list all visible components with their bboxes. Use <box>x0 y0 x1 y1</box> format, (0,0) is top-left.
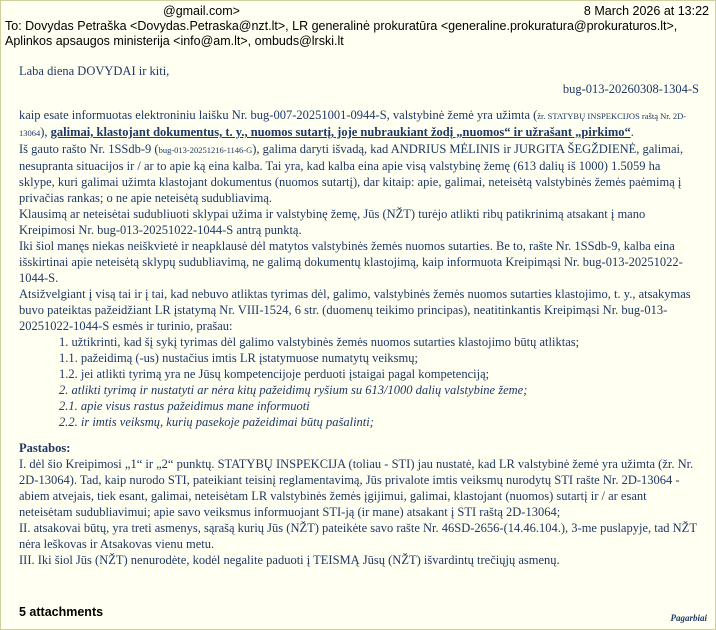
list-item: 2.2. ir imtis veiksmų, kurių pasekoje pažeidimai būtų pašalinti; <box>59 415 374 429</box>
list-item: 1.1. pažeidimą (-us) nustačius imtis LR įstatymuose numatytų veiksmų; <box>59 351 418 365</box>
p1-text-b: ), <box>40 125 51 139</box>
note-2: II. atsakovai būtų, yra treti asmenys, sąrašą kurių Jūs (NŽT) pateikėte savo rašte Nr. 46SD-2656-(14.46.104.), 3-me puslapyje, tad NŽT nėra leškovas ir Atsakovas vienu metu. <box>19 521 697 551</box>
list-item: 1. užtikrinti, kad šį sykį tyrimas dėl galimo valstybinės žemės nuomos sutarties klastojimo būtų atliktas; <box>59 335 580 349</box>
p1-text-c: . <box>630 125 634 139</box>
paragraph-1 <box>19 107 699 141</box>
p1-small-ref: žr. STATYBŲ INSPEKCIJOS raštą Nr. 2D-13064 <box>19 111 687 138</box>
sender-address: @gmail.com> <box>163 4 240 18</box>
list-item: 2. atlikti tyrimą ir nustatyti ar nėra kitų pažeidimų ryšium su 613/1000 dalių valstybine žeme; <box>59 383 528 397</box>
notes-title-text: Pastabos <box>19 441 67 455</box>
p1-text-a: kaip esate informuotas elektroniniu laišku Nr. bug-007-20251001-0944-S, valstybinė žemė yra užimta ( <box>19 108 538 122</box>
email-header <box>5 4 711 49</box>
recipients-line-1[interactable]: To: Dovydas Petraška <Dovydas.Petraska@nzt.lt>, LR generalinė prokuratūra <generaline.prokuratura@prokuraturos.lt>, <box>5 19 678 33</box>
paragraph-3: Klausimą ar neteisėtai sudubliuoti sklypai užima ir valstybinę žemę, Jūs (NŽT) turėjo atlikti ribų patikrinimą atsakant į mano Kreipimosi Nr. bug-013-20251022-1044-S antrą punktą. <box>19 207 646 237</box>
paragraph-4: Iki šiol manęs niekas neiškvietė ir neapklausė dėl matytos valstybinės žemės nuomos sutarties. Be to, rašte Nr. 1SSdb-9, kalba eina išskirtinai apie neteisėtą sklypų sudubliavimą, ne galimą dokumentų klastojimą, kaip informuota Kreipimąsi Nr. bug-013-20251022-1044-S. <box>19 239 683 285</box>
note-3: III. Iki šiol Jūs (NŽT) nenurodėte, kodėl negalite paduoti į TEISMĄ Jūsų (NŽT) išvardintų trečiųjų asmenų. <box>19 553 560 567</box>
paragraph-2 <box>19 141 699 206</box>
p1-bold-statement: galimai, klastojant dokumentus, t. y., nuomos sutartį, joje nubraukiant žodį „nuomos“ ir užrašant „pirkimo“ <box>50 125 631 139</box>
p2-text-b: ), galima daryti išvadą, kad ANDRIUS MĖLINIS ir JURGITA ŠEGŽDIENĖ, galimai, nesupranta situacijos ir / ar to apie ką eina kalba. Tai yra, kad kalba eina apie visą valstybinę žemę (613 dalių iš 1000) 1.5059 ha sklype, kuri galimai užimta klastojant dokumentus (nuomos sutartį), dar kitaip: apie, galimai, neteisėtą valstybinės žemės paėmimą į privačias rankas; o ne apie neteisėtą sudubliavimą. <box>19 142 684 205</box>
attachments-link[interactable]: 5 attachments <box>19 605 104 619</box>
reference-number: bug-013-20260308-1304-S <box>562 82 699 96</box>
list-item: 2.1. apie visus rastus pažeidimus mane informuoti <box>59 399 310 413</box>
greeting: Laba diena DOVYDAI ir kiti, <box>19 64 170 78</box>
closing-signoff: Pagarbiai <box>670 613 707 623</box>
list-item: 1.2. jei atlikti tyrimą yra ne Jūsų kompetencijoje perduoti įstaigai pagal kompetenciją; <box>59 367 490 381</box>
message-body <box>19 63 699 568</box>
sent-date: 8 March 2026 at 13:22 <box>583 4 709 18</box>
request-list <box>59 334 699 430</box>
p2-small-ref: bug-013-20251216-1146-G <box>158 145 253 155</box>
note-1: I. dėl šio Kreipimosi „1“ ir „2“ punktų. STATYBŲ INSPEKCIJA (toliau - STI) jau nustatė, kad LR valstybinė žemė yra užimta (žr. Nr. 2D-13064). Tad, kaip nurodo STI, pateikiant teisinį reglamentavimą, Jūs privalote imtis veiksmų nurodytų STI rašte Nr. 2D-13064 - abiem atvejais, tiek esant, galimai, neteisėtam LR valstybinės žemės įgijimui, galimai, klastojant (nuomos) sutartį ir / ar esant neteisėtam sudubliavimui; apie savo veiksmus informuojant STI-ją (ir mane) atsakant į STI raštą 2D-13064; <box>19 457 694 519</box>
sender-name-redacted <box>5 4 163 19</box>
notes-title: Pastabos: <box>19 441 71 455</box>
sender[interactable] <box>5 4 240 19</box>
p2-text-a: Iš gauto rašto Nr. 1SSdb-9 ( <box>19 142 159 156</box>
paragraph-5: Atsižvelgiant į visą tai ir į tai, kad nebuvo atliktas tyrimas dėl, galimo, valstybinės žemės nuomos sutarties klastojimo, t. y., atsakymas buvo pateiktas pažeidžiant LR įstatymą Nr. VIII-1524, 6 str. (duomenų teikimo principas), neatitinkantis Kreipimąsi Nr. bug-013-20251022-1044-S esmės ir turinio, prašau: <box>19 287 691 333</box>
recipients-line-2[interactable]: Aplinkos apsaugos ministerija <info@am.lt>, ombuds@lrski.lt <box>5 34 344 48</box>
